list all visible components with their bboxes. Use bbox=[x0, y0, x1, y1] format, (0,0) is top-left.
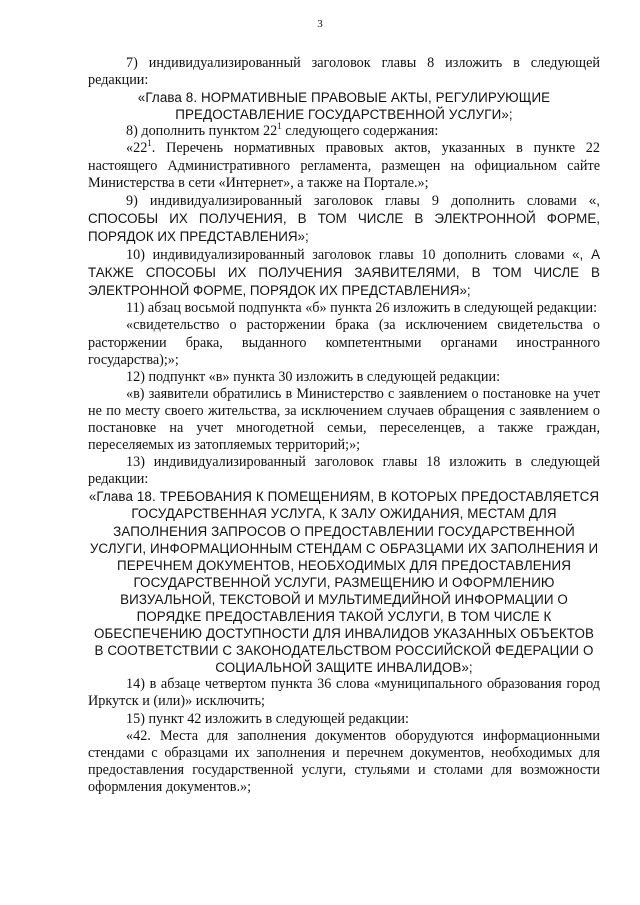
quote-22-1-superscript: 1 bbox=[147, 138, 152, 149]
item-8-text-tail: следующего содержания: bbox=[281, 123, 439, 140]
item-8-paragraph bbox=[88, 123, 600, 140]
item-7-paragraph: 7) индивидуализированный заголовок главы 8 изложить в следующей редакции: bbox=[88, 55, 600, 89]
item-10-text: 10) индивидуализированный заголовок главы 10 дополнить словами bbox=[126, 247, 565, 264]
item-15-paragraph: 15) пункт 42 изложить в следующей редакции: bbox=[126, 710, 409, 727]
item-9-added-words: «, СПОСОБЫ ИХ ПОЛУЧЕНИЯ, В ТОМ ЧИСЛЕ В ЭЛЕКТРОННОЙ ФОРМЕ, ПОРЯДОК ИХ ПРЕДСТАВЛЕНИЯ»; bbox=[88, 192, 601, 244]
item-12-paragraph: 12) подпункт «в» пункта 30 изложить в следующей редакции: bbox=[126, 368, 501, 385]
item-8-superscript: 1 bbox=[277, 121, 282, 132]
quote-22-1-number: «22 bbox=[126, 140, 148, 157]
item-10-paragraph bbox=[88, 246, 600, 300]
item-10-added-words: «, А ТАКЖЕ СПОСОБЫ ИХ ПОЛУЧЕНИЯ ЗАЯВИТЕЛЯМИ, В ТОМ ЧИСЛЕ В ЭЛЕКТРОННОЙ ФОРМЕ, ПОРЯДОК ИХ ПРЕДСТАВЛЕНИЯ»; bbox=[88, 247, 601, 299]
quote-30-paragraph: «в) заявители обратились в Министерство с заявлением о постановке на учет не по месту своего жительства, за исключением случаев обращения с заявлением о постановке на учет многодетной семьи, переселенцев, а также граждан, переселяемых из затопляемых территорий;»; bbox=[88, 385, 600, 454]
item-11-paragraph: 11) абзац восьмой подпункта «б» пункта 26 изложить в следующей редакции: bbox=[126, 300, 598, 317]
quote-22-1-text: . Перечень нормативных правовых актов, указанных в пункте 22 настоящего Административного регламента, размещен на официальном сайте Министерства в сети «Интернет», а также на Портале.»; bbox=[88, 140, 600, 191]
item-14-paragraph: 14) в абзаце четвертом пункта 36 слова «муниципального образования город Иркутск и (или)» исключить; bbox=[88, 676, 600, 710]
chapter-18-heading: «Глава 18. ТРЕБОВАНИЯ К ПОМЕЩЕНИЯМ, В КОТОРЫХ ПРЕДОСТАВЛЯЕТСЯ ГОСУДАРСТВЕННАЯ УСЛУГА, К ЗАЛУ ОЖИДАНИЯ, МЕСТАМ ДЛЯ ЗАПОЛНЕНИЯ ЗАПРОСОВ О ПРЕДОСТАВЛЕНИИ ГОСУДАРСТВЕННОЙ УСЛУГИ, ИНФОРМАЦИОННЫМ СТЕНДАМ С ОБРАЗЦАМИ ИХ ЗАПОЛНЕНИЯ И ПЕРЕЧНЕМ ДОКУМЕНТОВ, НЕОБХОДИМЫХ ДЛЯ ПРЕДОСТАВЛЕНИЯ ГОСУДАРСТВЕННОЙ УСЛУГИ, РАЗМЕЩЕНИЮ И ОФОРМЛЕНИЮ ВИЗУАЛЬНОЙ, ТЕКСТОВОЙ И МУЛЬТИМЕДИЙНОЙ ИНФОРМАЦИИ О ПОРЯДКЕ ПРЕДОСТАВЛЕНИЯ ТАКОЙ УСЛУГИ, В ТОМ ЧИСЛЕ К ОБЕСПЕЧЕНИЮ ДОСТУПНОСТИ ДЛЯ ИНВАЛИДОВ УКАЗАННЫХ ОБЪЕКТОВ В СООТВЕТСТВИИ С ЗАКОНОДАТЕЛЬСТВОМ РОССИЙСКОЙ ФЕДЕРАЦИИ О СОЦИАЛЬНОЙ ЗАЩИТЕ ИНВАЛИДОВ»; bbox=[88, 489, 600, 676]
quote-26-paragraph: «свидетельство о расторжении брака (за исключением свидетельства о расторжении брака, выданного компетентными органами иностранного государства);»; bbox=[88, 317, 600, 368]
quote-42-paragraph: «42. Места для заполнения документов оборудуются информационными стендами с образцами их заполнения и перечнем документов, необходимых для предоставления государственной услуги, стульями и столами для возможности оформления документов.»; bbox=[88, 727, 600, 795]
page-number: 3 bbox=[317, 18, 323, 30]
item-13-paragraph: 13) индивидуализированный заголовок главы 18 изложить в следующей редакции: bbox=[88, 454, 600, 488]
chapter-8-heading: «Глава 8. НОРМАТИВНЫЕ ПРАВОВЫЕ АКТЫ, РЕГУЛИРУЮЩИЕ ПРЕДОСТАВЛЕНИЕ ГОСУДАРСТВЕННОЙ УСЛУГИ»; bbox=[137, 90, 551, 123]
item-9-paragraph bbox=[88, 192, 600, 246]
item-8-text: 8) дополнить пунктом 22 bbox=[126, 123, 278, 140]
item-9-text: 9) индивидуализированный заголовок главы 9 дополнить словами bbox=[126, 192, 577, 209]
quote-22-1-paragraph bbox=[88, 140, 600, 191]
document-body bbox=[88, 55, 600, 796]
